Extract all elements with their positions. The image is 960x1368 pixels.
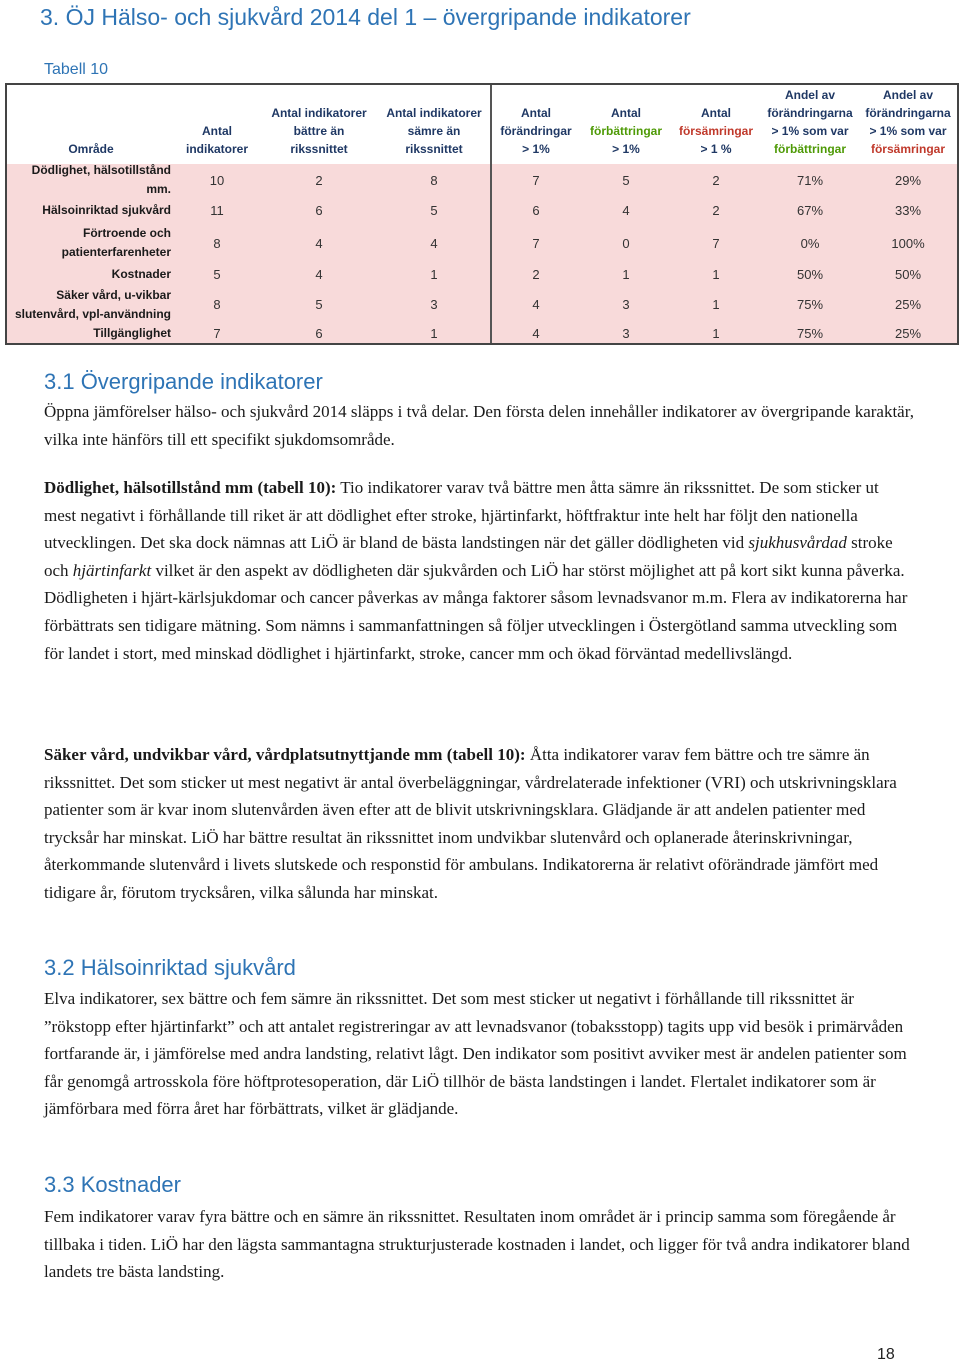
- cell-better: 4: [315, 235, 323, 251]
- cell-share-improvements: 50%: [796, 266, 824, 282]
- cell-worse: 1: [430, 266, 438, 282]
- cell-changes: 7: [532, 172, 540, 188]
- cell-count: 11: [210, 202, 224, 218]
- cell-better: 6: [315, 325, 323, 341]
- table-caption: Tabell 10: [44, 61, 109, 78]
- cell-changes: 6: [532, 202, 540, 218]
- section-3-1-title: 3.1 Övergripande indikatorer: [44, 369, 323, 394]
- mortality-lead: Dödlighet, hälsotillstånd mm (tabell 10):: [44, 478, 337, 497]
- cell-changes: 7: [532, 235, 540, 251]
- cell-improvements: 4: [622, 202, 630, 218]
- section-3-3-text: Fem indikatorer varav fyra bättre och en sämre än rikssnittet. Resultaten inom området är i princip samma som föregående år tillbaka i tiden. LiÖ har den lägsta sammantagna strukturjusterade kostnaden i landet, och ligger för två andra indikatorer bland landets tre bästa landsting.: [44, 1207, 910, 1282]
- cell-deteriorations: 7: [712, 235, 720, 251]
- cell-worse: 3: [430, 297, 438, 312]
- section-3-3-title: 3.3 Kostnader: [44, 1172, 181, 1197]
- safe-care-paragraph: Säker vård, undvikbar vård, vårdplatsutnyttjande mm (tabell 10): Åtta indikatorer varav fem bättre och tre sämre än rikssnittet. Det som sticker ut mest negativt är antal överbeläggningar, vårdrelaterade infektioner (VRI) och utskrivningsklara patienter som är kvar inom slutenvården även efter att de blivit utskrivningsklara. Glädjande är att andelen patienter med trycksår har minskat. LiÖ har bättre resultat än rikssnittet inom undvikbar slutenvård och oplanerade återinskrivningar, återkommande slutenvård i livets slutskede och responstid för ambulans. Indikatorerna är relativt oförändrade jämfört med tidigare år, förutom trycksåren, vilka sålunda har minskat.: [44, 745, 897, 902]
- cell-share-improvements: 0%: [800, 235, 820, 251]
- cell-share-improvements: 75%: [796, 297, 824, 312]
- cell-deteriorations: 2: [712, 172, 720, 188]
- row-area: Tillgänglighet: [93, 325, 171, 340]
- section-3-1-intro: Öppna jämförelser hälso- och sjukvård 2014 släpps i två delar. Den första delen innehåller indikatorer av övergripande karaktär, vilka inte hänförs till ett specifikt sjukdomsområde.: [44, 402, 914, 449]
- table-row: [7, 224, 957, 263]
- table-row: [7, 286, 957, 324]
- header-count: Antal indikatorer: [185, 124, 248, 156]
- section-3-2-title: 3.2 Hälsoinriktad sjukvård: [44, 955, 296, 980]
- cell-share-deteriorations: 100%: [891, 235, 925, 251]
- header-improvements: Antal förbättringar > 1%: [590, 106, 662, 156]
- header-area: Område: [68, 142, 114, 156]
- header-worse: Antal indikatorer sämre än rikssnittet: [386, 106, 482, 156]
- cell-deteriorations: 1: [712, 325, 720, 341]
- header-share-improvements: Andel av förändringarna > 1% som var förbättringar: [767, 88, 853, 156]
- cell-share-deteriorations: 50%: [894, 266, 922, 282]
- cell-deteriorations: 1: [712, 297, 720, 312]
- cell-deteriorations: 2: [712, 202, 720, 218]
- cell-share-deteriorations: 25%: [894, 325, 922, 341]
- cell-count: 5: [213, 266, 221, 282]
- page-number: 18: [877, 1346, 895, 1363]
- cell-worse: 8: [430, 172, 438, 188]
- cell-improvements: 3: [622, 297, 630, 312]
- cell-count: 8: [213, 297, 221, 312]
- header-better: Antal indikatorer bättre än rikssnittet: [271, 106, 367, 156]
- cell-worse: 5: [430, 202, 438, 218]
- cell-changes: 4: [532, 297, 540, 312]
- row-area: Säker vård, u-vikbar slutenvård, vpl-användning: [14, 287, 171, 321]
- cell-better: 4: [315, 266, 323, 282]
- row-area: Hälsoinriktad sjukvård: [42, 202, 171, 217]
- page-title: 3. ÖJ Hälso- och sjukvård 2014 del 1 – övergripande indikatorer: [40, 4, 691, 30]
- cell-worse: 4: [430, 235, 438, 251]
- table-row: [7, 323, 957, 344]
- table-header: [7, 85, 957, 164]
- header-deteriorations: Antal försämringar > 1 %: [678, 106, 754, 156]
- cell-better: 2: [315, 172, 323, 188]
- column-divider: [490, 85, 492, 343]
- cell-share-improvements: 67%: [796, 202, 824, 218]
- row-area: Förtroende och patienterfarenheter: [61, 226, 171, 259]
- header-share-deteriorations: Andel av förändringarna > 1% som var försämringar: [865, 88, 951, 156]
- table-row: [7, 262, 957, 287]
- cell-deteriorations: 1: [712, 266, 720, 282]
- cell-changes: 4: [532, 325, 540, 341]
- cell-count: 10: [209, 172, 225, 188]
- cell-count: 7: [213, 325, 221, 341]
- cell-better: 5: [315, 297, 323, 312]
- cell-improvements: 3: [622, 325, 630, 341]
- row-area: Dödlighet, hälsotillstånd mm.: [31, 163, 171, 196]
- mortality-paragraph: Dödlighet, hälsotillstånd mm (tabell 10): Tio indikatorer varav två bättre men åtta sämre än rikssnittet. De som sticker ut mest negativt i förhållande till riket är att dödlighet efter stroke, hjärtinfarkt, höftfraktur inte helt har följt den nationella utvecklingen. Det ska dock nämnas att LiÖ är bland de bästa landstingen när det gäller dödligheten vid sjukhusvårdad stroke och hjärtinfarkt vilket är den aspekt av dödligheten där sjukvården och LiÖ har störst möjlighet att på kort sikt kunna påverka. Dödligheten i hjärt-kärlsjukdomar och cancer påverkas av många faktorer såsom levnadsvanor m.m. Flera av indikatorerna har förbättrats sen tidigare mätning. Som nämns i sammanfattningen så följer utvecklingen i Östergötland samma utveckling som för landet i stort, med minskad dödlighet i hjärtinfarkt, stroke, cancer mm och ökad förväntad medellivslängd.: [44, 478, 908, 663]
- table-row: [7, 196, 957, 225]
- cell-count: 8: [213, 235, 221, 251]
- indicator-table: [5, 83, 959, 345]
- section-3-2-text: Elva indikatorer, sex bättre och fem sämre än rikssnittet. Det som mest sticker ut negativt i förhållande till rikssnittet är ”rökstopp efter hjärtinfarkt” och att antalet registreringar av att levnadsvanor (tobaksstopp) tagits upp vid besök i primärvåden fortfarande är, i jämförelse med andra landsting, relativt lågt. Den indikator som positivt avviker mest är andelen patienter som får genomgå artrosskola före höftprotesoperation, där LiÖ tillhör de bästa landstingen i landet. Flertalet indikatorer som är jämförbara med förra året har förbättrats, vilket är glädjande.: [44, 989, 907, 1119]
- table-row: [7, 164, 957, 197]
- cell-share-deteriorations: 29%: [894, 172, 922, 188]
- cell-share-improvements: 71%: [796, 172, 824, 188]
- header-changes: Antal förändringar > 1%: [500, 106, 572, 156]
- cell-share-deteriorations: 33%: [894, 202, 922, 218]
- cell-worse: 1: [430, 325, 438, 341]
- cell-share-deteriorations: 25%: [894, 297, 922, 312]
- safe-care-lead: Säker vård, undvikbar vård, vårdplatsutnyttjande mm (tabell 10):: [44, 745, 526, 764]
- cell-better: 6: [315, 202, 323, 218]
- cell-changes: 2: [532, 266, 540, 282]
- cell-improvements: 0: [622, 235, 630, 251]
- cell-improvements: 1: [622, 266, 630, 282]
- row-area: Kostnader: [111, 266, 171, 281]
- cell-share-improvements: 75%: [796, 325, 824, 341]
- cell-improvements: 5: [622, 172, 630, 188]
